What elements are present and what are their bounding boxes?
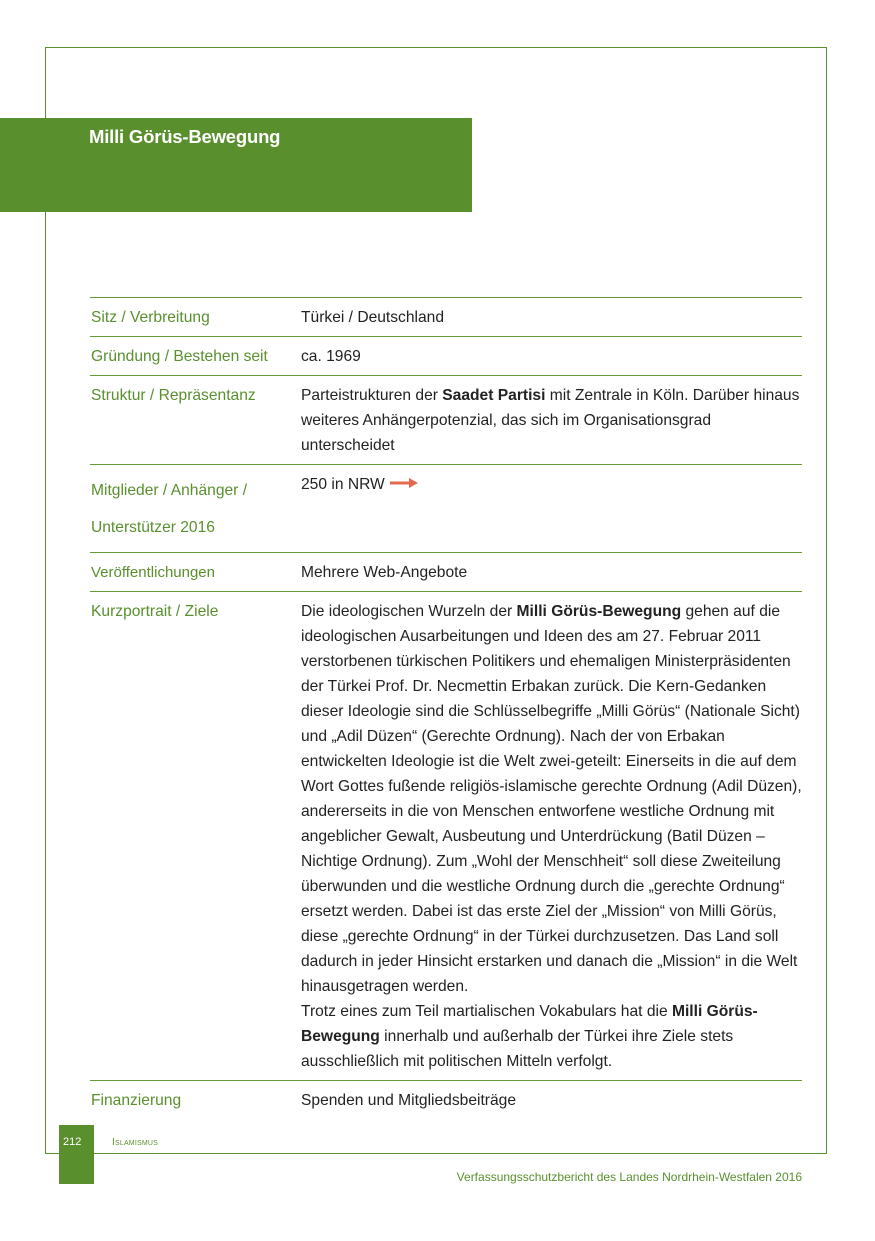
kurzportrait-paragraph-1 — [301, 599, 802, 999]
arrow-right-icon — [389, 472, 419, 497]
row-label-veroeffentlichungen: Veröffentlichungen — [90, 553, 301, 592]
row-value-kurzportrait — [301, 592, 802, 1081]
p1-post: gehen auf die ideologischen Ausarbeitungen und Ideen des am 27. Februar 2011 verstorbenen türkischen Politikers und ehemaligen Ministerpräsidenten der Türkei Prof. Dr. Necmettin Erbakan zurück. Die Kern-Gedanken dieser Ideologie sind die Schlüsselbegriffe „Milli Görüs“ (Nationale Sicht) und „Adil Düzen“ (Gerechte Ordnung). Nach der von Erbakan entwickelten Ideologie ist die Welt zwei-geteilt: Einerseits in die auf dem Wort Gottes fußende religiös-islamische gerechte Ordnung (Adil Düzen), andererseits in die von Menschen entworfene westliche Ordnung mit angeblicher Gewalt, Ausbeutung und Unterdrückung (Batil Düzen – Nichtige Ordnung). Zum „Wohl der Menschheit“ soll diese Zweiteilung überwunden und die westliche Ordnung durch die „gerechte Ordnung“ ersetzt werden. Dabei ist das erste Ziel der „Mission“ von Milli Görüs, diese „gerechte Ordnung“ in der Türkei durchzusetzen. Das Land soll dadurch in jeder Hinsicht erstarken und danach die „Mission“ in die Welt hinausgetragen werden. — [301, 603, 802, 995]
page-number: 212 — [63, 1136, 82, 1148]
row-label-sitz: Sitz / Verbreitung — [90, 298, 301, 337]
row-label-kurzportrait: Kurzportrait / Ziele — [90, 592, 301, 1081]
table-row — [90, 1081, 802, 1120]
struktur-text-post: mit Zentrale in Köln. Darüber hinaus weiteres Anhängerpotenzial, das sich im Organisationsgrad unterscheidet — [301, 387, 800, 454]
struktur-text-pre: Parteistrukturen der — [301, 387, 443, 404]
row-value-sitz: Türkei / Deutschland — [301, 298, 802, 337]
p2-pre: Trotz eines zum Teil martialischen Vokabulars hat die — [301, 1003, 672, 1020]
struktur-text-bold: Saadet Partisi — [442, 387, 546, 404]
row-value-mitglieder — [301, 465, 802, 553]
row-value-gruendung: ca. 1969 — [301, 337, 802, 376]
info-table — [90, 297, 802, 1119]
p1-bold: Milli Görüs-Bewegung — [516, 603, 682, 620]
mitglieder-value: 250 in NRW — [301, 476, 385, 493]
row-value-veroeffentlichungen: Mehrere Web-Angebote — [301, 553, 802, 592]
table-row — [90, 592, 802, 1081]
publication-footer: Verfassungsschutzbericht des Landes Nordrhein-Westfalen 2016 — [456, 1170, 802, 1184]
row-label-struktur: Struktur / Repräsentanz — [90, 376, 301, 465]
row-value-struktur — [301, 376, 802, 465]
row-value-finanzierung: Spenden und Mitgliedsbeiträge — [301, 1081, 802, 1120]
table-row — [90, 337, 802, 376]
row-label-finanzierung: Finanzierung — [90, 1081, 301, 1120]
section-name: Islamismus — [112, 1137, 159, 1148]
p2-bold: Milli Görüs-Bewegung — [301, 1003, 758, 1045]
table-row — [90, 298, 802, 337]
table-row — [90, 465, 802, 553]
table-row — [90, 376, 802, 465]
page-number-tab — [59, 1125, 94, 1184]
page-title: Milli Görüs-Bewegung — [89, 126, 281, 147]
p2-post: innerhalb und außerhalb der Türkei ihre Ziele stets ausschließlich mit politischen Mitteln verfolgt. — [301, 1028, 734, 1070]
kurzportrait-paragraph-2 — [301, 999, 802, 1074]
row-label-gruendung: Gründung / Bestehen seit — [90, 337, 301, 376]
table-row — [90, 553, 802, 592]
p1-pre: Die ideologischen Wurzeln der — [301, 603, 517, 620]
row-label-mitglieder: Mitglieder / Anhänger / Unterstützer 2016 — [90, 465, 301, 553]
